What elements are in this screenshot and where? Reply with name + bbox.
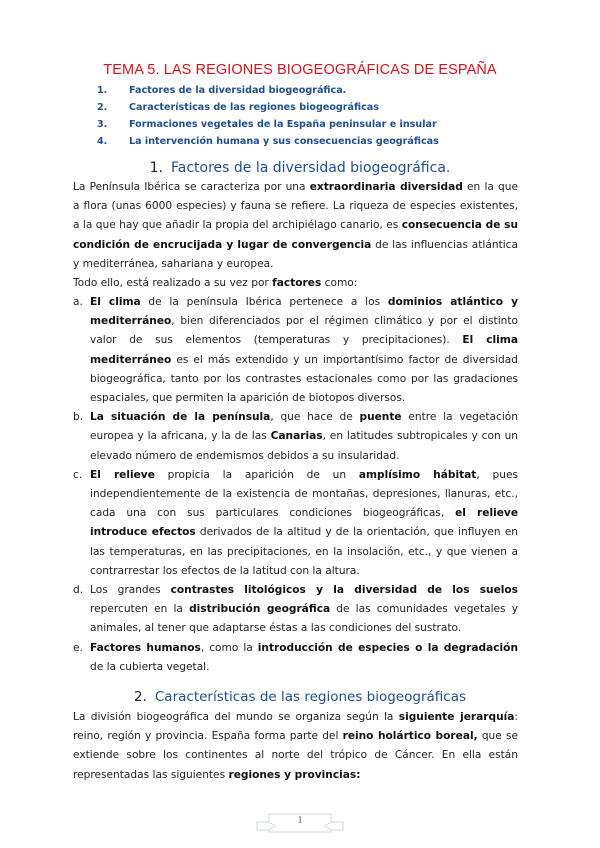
text-run: Los grandes xyxy=(90,584,171,597)
intro-paragraph xyxy=(73,178,518,274)
section-number: 1. xyxy=(149,160,163,176)
section-number: 2. xyxy=(133,689,147,705)
toc-text: Formaciones vegetales de la España peninsular e insular xyxy=(129,119,437,130)
section-1-heading xyxy=(0,160,600,176)
text-run: , en latitudes subtropicales y con un elevado número de endemismos debidos a su insularidad. xyxy=(90,430,518,462)
factors-list xyxy=(73,293,518,677)
toc-item xyxy=(97,133,439,150)
page-number: 1 xyxy=(297,815,303,826)
document-title: TEMA 5. LAS REGIONES BIOGEOGRÁFICAS DE ESPAÑA xyxy=(103,62,497,78)
text-run: , como la xyxy=(200,641,258,654)
text-run: de la cubierta vegetal. xyxy=(90,660,210,673)
list-item xyxy=(73,466,518,581)
bold-run: siguiente jerarquía xyxy=(398,711,515,723)
text-run: , pues independientemente de la existencia de montañas, depresiones, llanuras, etc., cada una con sus particulares condiciones biogeográficas, xyxy=(90,468,518,520)
list-marker: e. xyxy=(73,641,83,654)
toc-text: La intervención humana y sus consecuencias geográficas xyxy=(129,136,439,147)
toc-item xyxy=(97,116,439,133)
bold-run: extraordinaria diversidad xyxy=(309,181,463,193)
bold-run: amplísimo hábitat xyxy=(358,468,477,481)
text-run: propicia la aparición de un xyxy=(154,468,359,481)
bold-run: regiones y provincias: xyxy=(228,768,361,781)
list-marker: a. xyxy=(73,296,83,308)
toc-number: 3. xyxy=(97,119,108,130)
text-run: es el más extendido y un importantísimo factor de diversidad biogeográfica, tanto por los contrastes estacionales como por las gradaciones espaciales, que permiten la aparición de biotopos diversos. xyxy=(90,353,518,405)
bold-run: contrastes litológicos y la diversidad de los suelos xyxy=(170,584,518,597)
bold-run: reino holártico boreal, xyxy=(342,730,478,743)
list-marker: c. xyxy=(73,468,83,481)
section-title: Factores de la diversidad biogeográfica. xyxy=(170,160,451,176)
bold-run: puente xyxy=(359,411,402,424)
bold-run: El relieve xyxy=(90,468,155,481)
bold-run: consecuencia de su condición de encrucijada y lugar de convergencia xyxy=(73,219,518,251)
bold-run: El clima xyxy=(90,296,141,308)
text-run: de las comunidades vegetales y animales, al tener que adaptarse éstas a las condiciones del sustrato. xyxy=(90,603,518,635)
section-2-heading xyxy=(0,689,600,705)
section-2-paragraph xyxy=(73,708,518,785)
bold-run: introducción de especies o la degradación xyxy=(257,641,519,654)
text-run: entre la vegetación europea y la africana, y la de las xyxy=(90,411,518,443)
bold-run: El clima mediterráneo xyxy=(90,334,518,366)
bold-run: distribución geográfica xyxy=(189,603,331,616)
toc-number: 2. xyxy=(97,102,108,113)
page-footer xyxy=(255,811,345,833)
text-run: , bien diferenciados por el régimen climático y por el distinto valor de sus elementos (temperaturas y precipitaciones). xyxy=(90,315,518,347)
list-marker: d. xyxy=(73,584,84,597)
list-marker: b. xyxy=(73,411,84,424)
text-run: derivados de la altitud y de la orientación, que influyen en las temperaturas, en las precipitaciones, en la insolación, etc., y que vienen a contrarrestar los efectos de la latitud con la altura. xyxy=(90,526,518,577)
text-run: en la que a flora (unas 6000 especies) y fauna se refiere. La riqueza de especies existentes, a la que hay que añadir la propia del archipiélago canario, es xyxy=(73,181,519,232)
toc-text: Características de las regiones biogeográficas xyxy=(129,102,379,113)
table-of-contents xyxy=(97,82,439,150)
bold-run: La situación de la península xyxy=(90,411,271,424)
toc-item xyxy=(97,99,439,116)
text-run: : reino, región y provincia. España forma parte del xyxy=(73,711,518,743)
text-run: que se extiende sobre los continentes al norte del trópico de Cáncer. En ella están representadas las siguientes xyxy=(73,730,519,781)
toc-number: 1. xyxy=(97,85,108,96)
text-run: de las influencias atlántica y mediterránea, sahariana y europea. xyxy=(73,238,518,270)
text-run: como: xyxy=(321,277,358,289)
bold-run: dominios atlántico y mediterráneo xyxy=(90,296,518,328)
list-item xyxy=(73,581,518,639)
bold-run: factores xyxy=(272,277,322,289)
text-run: La división biogeográfica del mundo se organiza según la xyxy=(73,711,399,723)
text-run: , que hace de xyxy=(270,411,360,424)
bold-run: el relieve introduce efectos xyxy=(90,507,519,539)
toc-number: 4. xyxy=(97,136,108,147)
text-run: La Península Ibérica se caracteriza por una xyxy=(73,181,310,193)
section-title: Características de las regiones biogeográficas xyxy=(154,689,466,705)
bold-run: Canarias xyxy=(270,430,323,443)
list-item xyxy=(73,293,518,408)
factors-intro-paragraph xyxy=(73,274,518,293)
toc-item xyxy=(97,82,439,99)
toc-text: Factores de la diversidad biogeográfica. xyxy=(129,85,347,96)
text-run: Todo ello, está realizado a su vez por xyxy=(73,277,273,289)
text-run: de la península Ibérica pertenece a los xyxy=(140,296,388,308)
list-item xyxy=(73,408,518,466)
text-run: repercuten en la xyxy=(90,603,190,616)
list-item xyxy=(73,639,518,677)
bold-run: Factores humanos xyxy=(90,641,201,654)
